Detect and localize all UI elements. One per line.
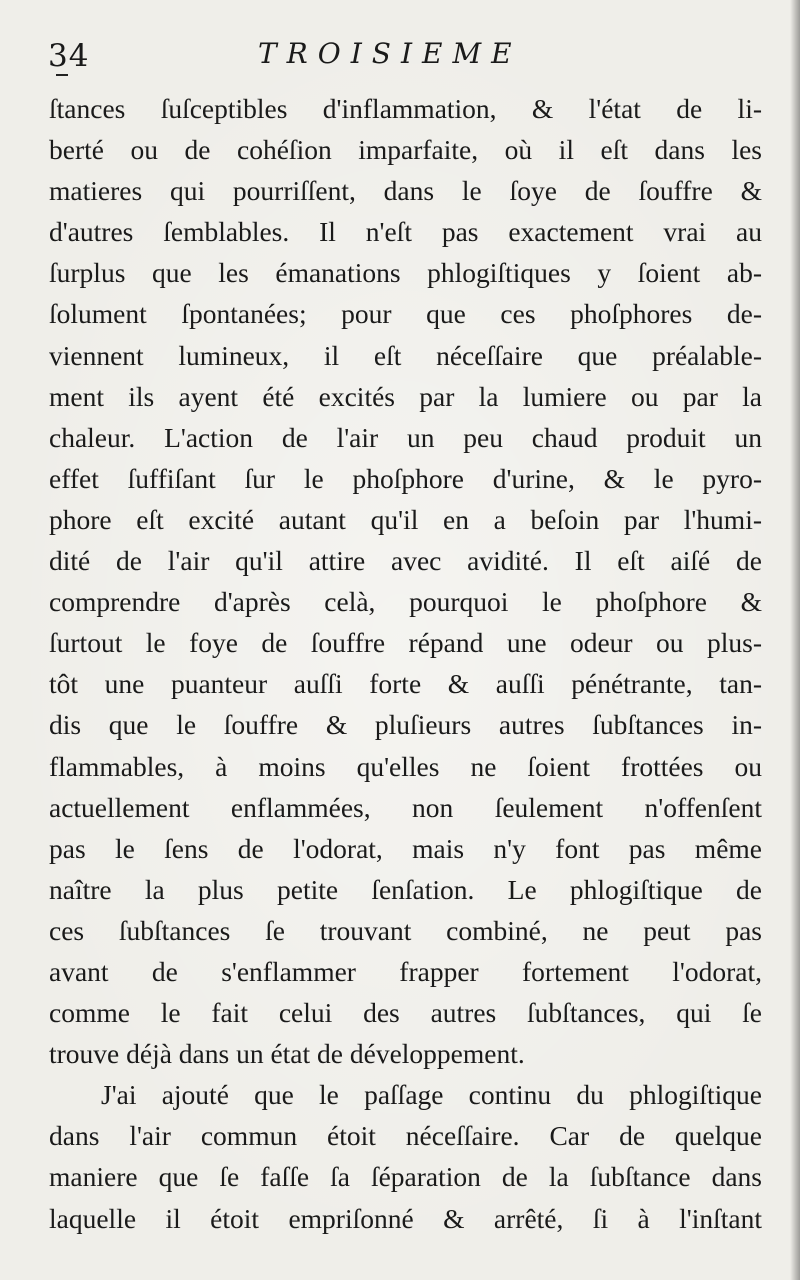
text-line: avant de s'enflammer frapper fortement l'odorat,	[49, 955, 762, 987]
text-line: effet ſuffiſant ſur le phoſphore d'urine, & le pyro-	[49, 462, 762, 494]
text-line: ſurtout le foye de ſouffre répand une odeur ou plus-	[49, 627, 762, 659]
running-head: TROISIEME	[258, 37, 522, 70]
text-line: naître la plus petite ſenſation. Le phlogiſtique de	[49, 873, 762, 905]
text-line: phore eſt excité autant qu'il en a beſoin par l'humi-	[49, 503, 762, 535]
text-line: laquelle il étoit empriſonné & arrêté, ſi à l'inſtant	[49, 1202, 762, 1234]
text-line: ſtances ſuſceptibles d'inflammation, & l'état de li-	[49, 93, 762, 124]
text-line: d'autres ſemblables. Il n'eſt pas exactement vrai au	[49, 216, 762, 248]
text-line: ſurplus que les émanations phlogiſtiques y ſoient ab-	[49, 257, 762, 289]
text-line: pas le ſens de l'odorat, mais n'y font pas même	[49, 832, 762, 864]
text-line: chaleur. L'action de l'air un peu chaud produit un	[49, 421, 762, 453]
text-line: ment ils ayent été excités par la lumiere ou par la	[49, 380, 762, 412]
text-line: ces ſubſtances ſe trouvant combiné, ne peut pas	[49, 914, 762, 946]
text-line: matieres qui pourriſſent, dans le ſoye de ſouffre &	[49, 175, 762, 207]
text-line: trouve déjà dans un état de développement.	[49, 1038, 525, 1070]
text-line: flammables, à moins qu'elles ne ſoient frottées ou	[49, 750, 762, 782]
text-line: dans l'air commun étoit néceſſaire. Car de quelque	[49, 1120, 762, 1152]
page-edge-shadow	[790, 0, 800, 1280]
text-line: maniere que ſe faſſe ſa ſéparation de la ſubſtance dans	[49, 1161, 762, 1193]
body-text	[49, 88, 762, 1239]
page-number: 34	[48, 38, 90, 74]
text-line: J'ai ajouté que le paſſage continu du phlogiſtique	[101, 1079, 762, 1111]
text-line: actuellement enflammées, non ſeulement n'offenſent	[49, 791, 762, 823]
text-line: ſolument ſpontanées; pour que ces phoſphores de-	[49, 298, 762, 330]
text-line: comme le fait celui des autres ſubſtances, qui ſe	[49, 997, 762, 1029]
text-line: dité de l'air qu'il attire avec avidité. Il eſt aiſé de	[49, 545, 762, 577]
text-line: comprendre d'après celà, pourquoi le phoſphore &	[49, 586, 762, 618]
text-line: berté ou de cohéſion imparfaite, où il eſt dans les	[49, 134, 762, 166]
text-line: tôt une puanteur auſſi forte & auſſi pénétrante, tan-	[49, 668, 762, 700]
ink-mark	[56, 74, 68, 76]
text-line: viennent lumineux, il eſt néceſſaire que préalable-	[49, 339, 762, 371]
text-line: dis que le ſouffre & pluſieurs autres ſubſtances in-	[49, 709, 762, 741]
